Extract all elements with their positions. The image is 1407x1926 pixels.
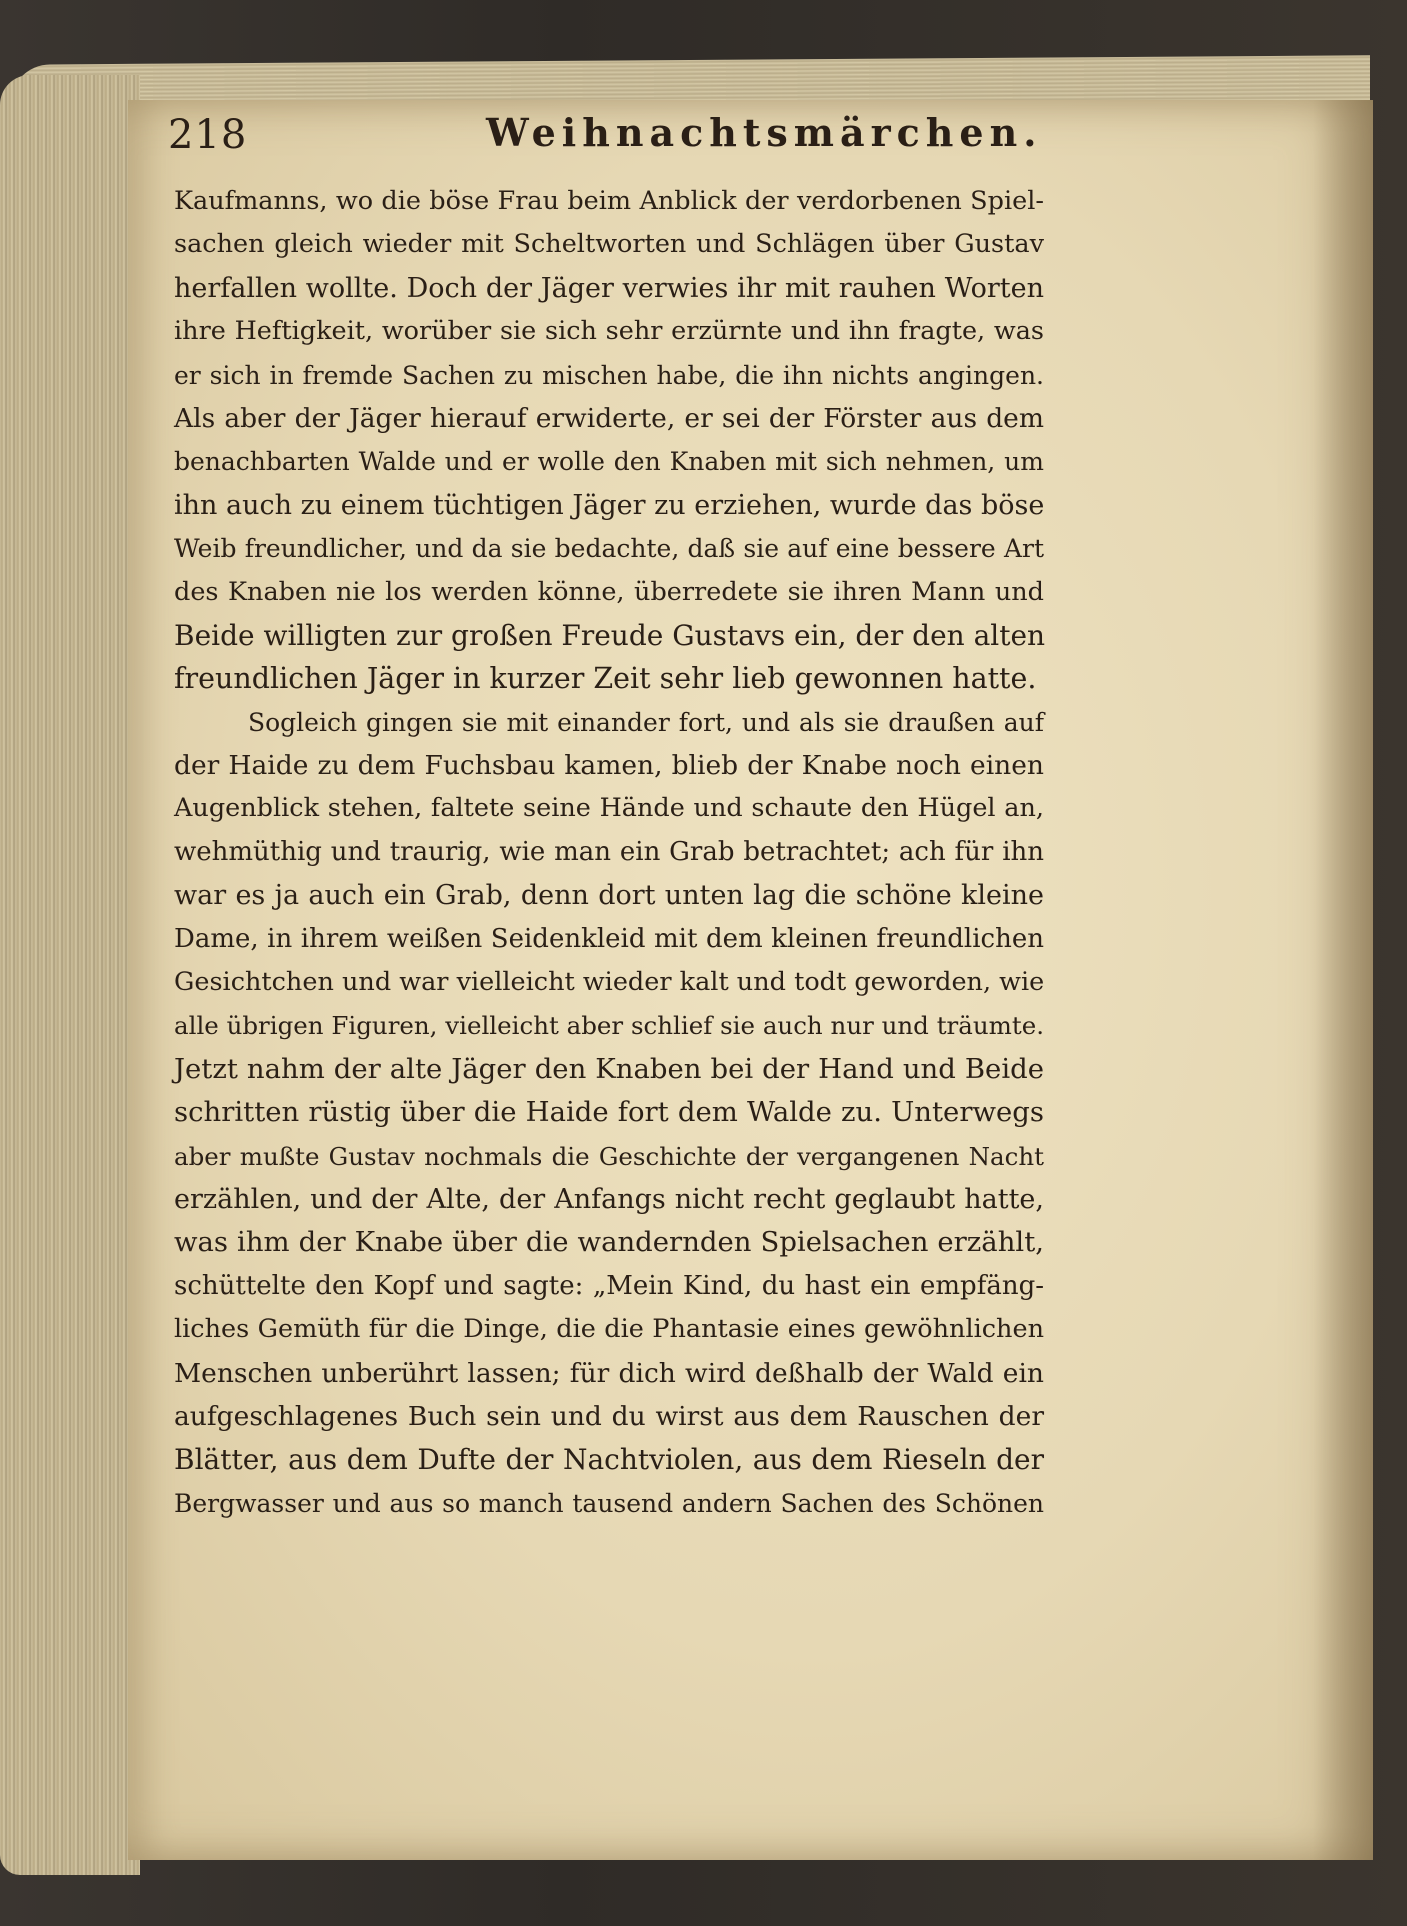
text-line: Weib freundlicher, und da sie bedachte, daß sie auf eine bessere Art [174, 534, 1044, 564]
text-line: Menschen unberührt lassen; für dich wird deßhalb der Wald ein [174, 1357, 1044, 1389]
text-line: Kaufmanns, wo die böse Frau beim Anblick der verdorbenen Spiel- [174, 186, 1044, 216]
text-line: liches Gemüth für die Dinge, die die Phantasie eines gewöhnlichen [174, 1314, 1044, 1345]
text-line: er sich in fremde Sachen zu mischen habe, die ihn nichts angingen. [174, 360, 1044, 390]
text-line: aufgeschlagenes Buch sein und du wirst aus dem Rauschen der [174, 1400, 1044, 1432]
text-line: erzählen, und der Alte, der Anfangs nicht recht geglaubt hatte, [174, 1183, 1044, 1215]
page-number: 218 [168, 112, 248, 158]
text-line: aber mußte Gustav nochmals die Geschichte der vergangenen Nacht [174, 1141, 1044, 1171]
text-line: des Knaben nie los werden könne, überredete sie ihren Mann und [174, 576, 1044, 607]
text-line: herfallen wollte. Doch der Jäger verwies ihr mit rauhen Worten [174, 272, 1044, 304]
text-line: schritten rüstig über die Haide fort dem Walde zu. Unterwegs [174, 1096, 1044, 1129]
text-line: Als aber der Jäger hierauf erwiderte, er sei der Förster aus dem [174, 402, 1044, 434]
text-line: Blätter, aus dem Dufte der Nachtviolen, aus dem Rieseln der [174, 1443, 1044, 1477]
text-line: der Haide zu dem Fuchsbau kamen, blieb der Knabe noch einen [174, 750, 1044, 782]
text-line: Dame, in ihrem weißen Seidenkleid mit dem kleinen freundlichen [174, 923, 1044, 954]
text-line: alle übrigen Figuren, vielleicht aber schlief sie auch nur und träumte. [174, 1011, 1044, 1041]
text-line: wehmüthig und traurig, wie man ein Grab betrachtet; ach für ihn [174, 836, 1044, 867]
text-line: ihn auch zu einem tüchtigen Jäger zu erziehen, wurde das böse [174, 489, 1045, 521]
text-line: Beide willigten zur großen Freude Gustavs ein, der den alten [174, 618, 1046, 652]
text-line: Gesichtchen und war vielleicht wieder kalt und todt geworden, wie [174, 967, 1045, 998]
text-line: sachen gleich wieder mit Scheltworten und Schlägen über Gustav [174, 229, 1044, 260]
text-line: freundlichen Jäger in kurzer Zeit sehr lieb gewonnen hatte. [174, 662, 1037, 696]
text-line: ihre Heftigkeit, worüber sie sich sehr erzürnte und ihn fragte, was [174, 316, 1044, 347]
page-stack-side-edge [0, 75, 140, 1875]
text-line: Jetzt nahm der alte Jäger den Knaben bei der Hand und Beide [174, 1052, 1044, 1085]
text-line: Augenblick stehen, faltete seine Hände und schaute den Hügel an, [174, 793, 1044, 824]
text-line: schüttelte den Kopf und sagte: „Mein Kind, du hast ein empfäng- [174, 1270, 1044, 1301]
page-gutter-shadow [1313, 100, 1373, 1860]
running-title: Weihnachtsmärchen. [486, 110, 1043, 155]
body-text [174, 180, 1044, 1525]
text-line: benachbarten Walde und er wolle den Knaben mit sich nehmen, um [174, 447, 1044, 477]
text-line: was ihm der Knabe über die wandernden Spielsachen erzählt, [174, 1226, 1044, 1259]
text-line: Bergwasser und aus so manch tausend andern Sachen des Schönen [174, 1488, 1044, 1518]
text-line: Sogleich gingen sie mit einander fort, und als sie draußen auf [248, 707, 1044, 737]
text-line: war es ja auch ein Grab, denn dort unten lag die schöne kleine [174, 880, 1044, 912]
running-head [168, 110, 1043, 172]
